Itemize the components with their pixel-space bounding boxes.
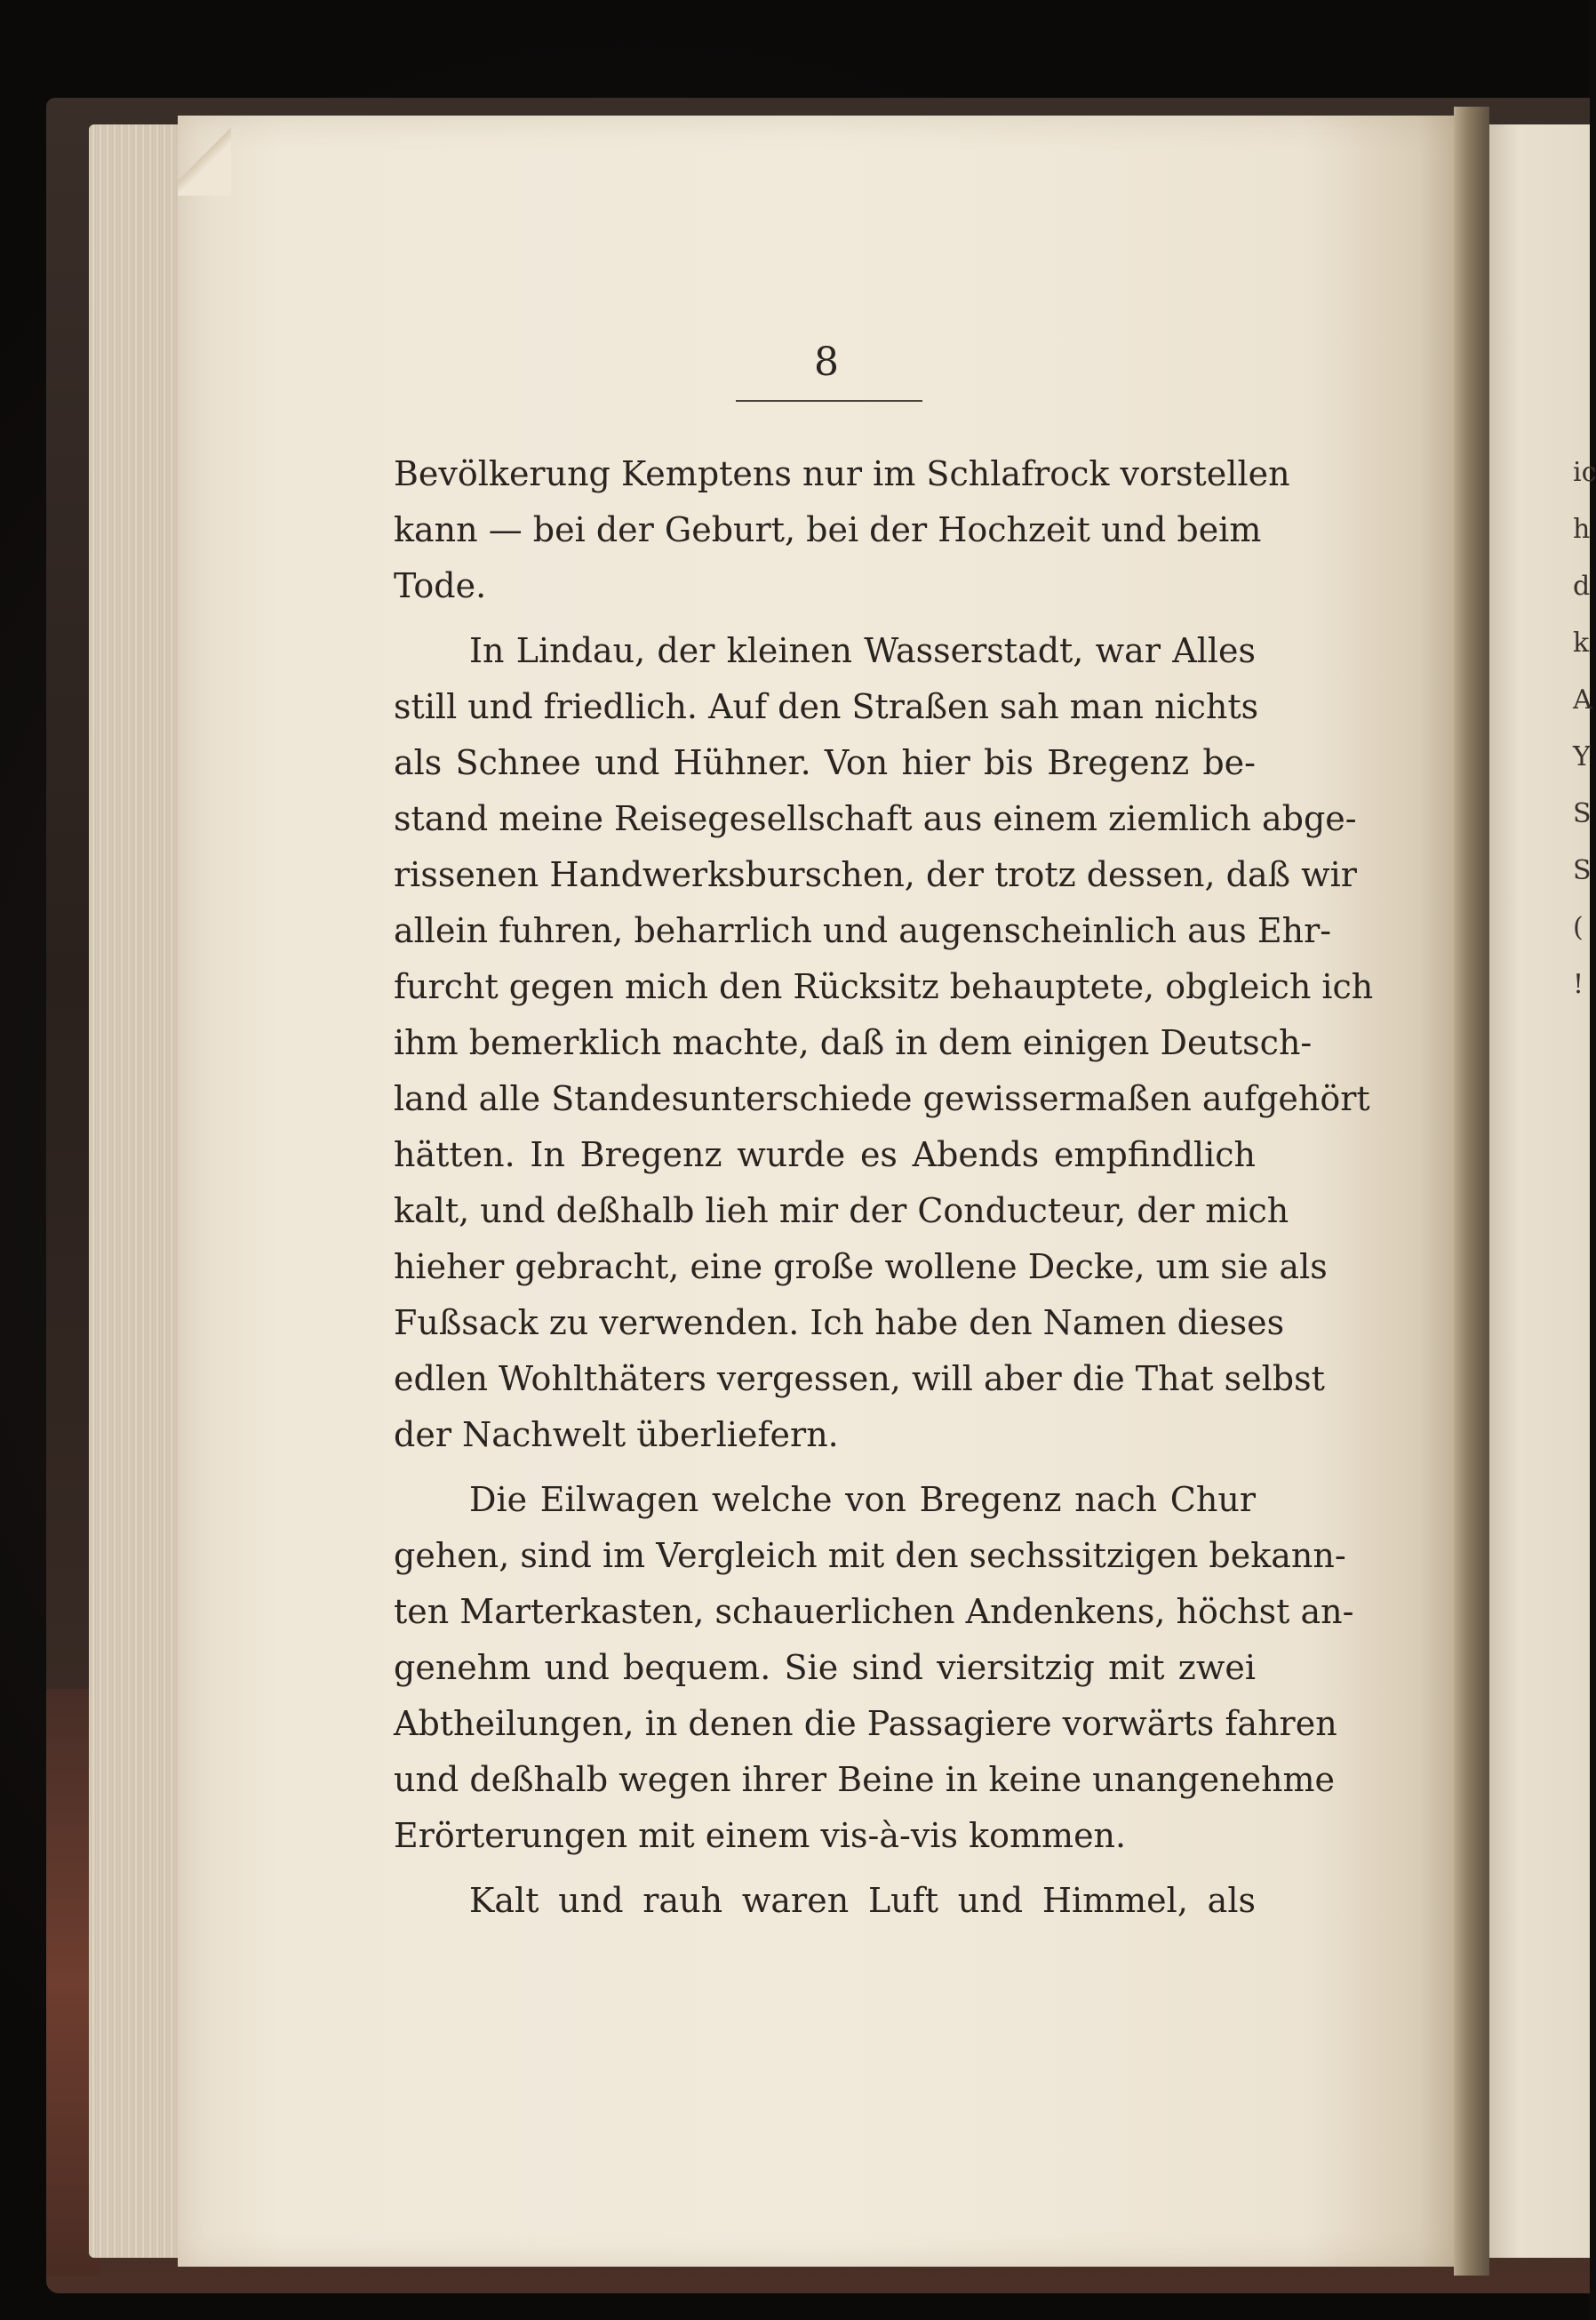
text-line: allein fuhren, beharrlich und augenscheinlich aus Ehr- [394,911,1332,950]
text-line: Bevölkerung Kemptens nur im Schlafrock vorstellen [394,454,1290,493]
next-page-fragment: k [1573,628,1590,659]
page-edges [89,124,187,2258]
text-line: Fußsack zu verwenden. Ich habe den Namen dieses [394,1303,1285,1342]
text-line: Abtheilungen, in denen die Passagiere vorwärts fahren [394,1704,1337,1743]
next-page-fragment: S [1573,798,1592,829]
text-line: und deßhalb wegen ihrer Beine in keine unangenehme [394,1760,1336,1799]
text-line: kann — bei der Geburt, bei der Hochzeit und beim [394,510,1262,549]
text-line: stand meine Reisegesellschaft aus einem ziemlich abge- [394,799,1357,838]
text-line: Die Eilwagen welche von Bregenz nach Chur [469,1480,1256,1519]
text-line: furcht gegen mich den Rücksitz behauptete, obgleich ich [394,967,1374,1006]
text-line: als Schnee und Hühner. Von hier bis Bregenz be- [394,743,1256,782]
text-line: gehen, sind im Vergleich mit den sechssitzigen bekann- [394,1536,1346,1575]
next-page-fragment: A [1573,684,1592,716]
next-page-fragment: Y [1573,741,1591,772]
text-line: der Nachwelt überliefern. [394,1415,839,1454]
page-corner-fold [178,116,231,196]
next-page-fragment: ( [1573,912,1584,943]
next-page-fragment: S [1573,855,1592,886]
text-line: Erörterungen mit einem vis-à-vis kommen. [394,1816,1127,1855]
header-rule [736,400,922,402]
text-line: In Lindau, der kleinen Wasserstadt, war Alles [469,631,1256,670]
text-line: ten Marterkasten, schauerlichen Andenkens, höchst an- [394,1592,1354,1631]
next-page-fragment: ! [1573,969,1584,1000]
text-line: edlen Wohlthäters vergessen, will aber die That selbst [394,1359,1325,1398]
next-page-fragment: d [1573,571,1591,602]
next-page-text-fragments [1573,444,1596,1013]
text-line: still und friedlich. Auf den Straßen sah man nichts [394,687,1259,726]
text-line: hätten. In Bregenz wurde es Abends empfindlich [394,1135,1256,1174]
text-line: genehm und bequem. Sie sind viersitzig mit zwei [394,1648,1256,1687]
page-text [394,446,1374,1929]
text-line: kalt, und deßhalb lieh mir der Conducteur, der mich [394,1191,1289,1230]
book-gutter [1454,107,1489,2276]
text-line: hieher gebracht, eine große wollene Decke, um sie als [394,1247,1328,1286]
page-number: 8 [814,340,839,385]
text-line: Kalt und rauh waren Luft und Himmel, als [469,1881,1256,1920]
text-line: rissenen Handwerksburschen, der trotz dessen, daß wir [394,855,1357,894]
next-page-fragment: h [1573,514,1591,545]
text-line: Tode. [394,566,487,605]
next-page-fragment: ic [1573,457,1596,488]
text-line: land alle Standesunterschiede gewissermaßen aufgehört [394,1079,1370,1118]
text-line: ihm bemerklich machte, daß in dem einigen Deutsch- [394,1023,1313,1062]
